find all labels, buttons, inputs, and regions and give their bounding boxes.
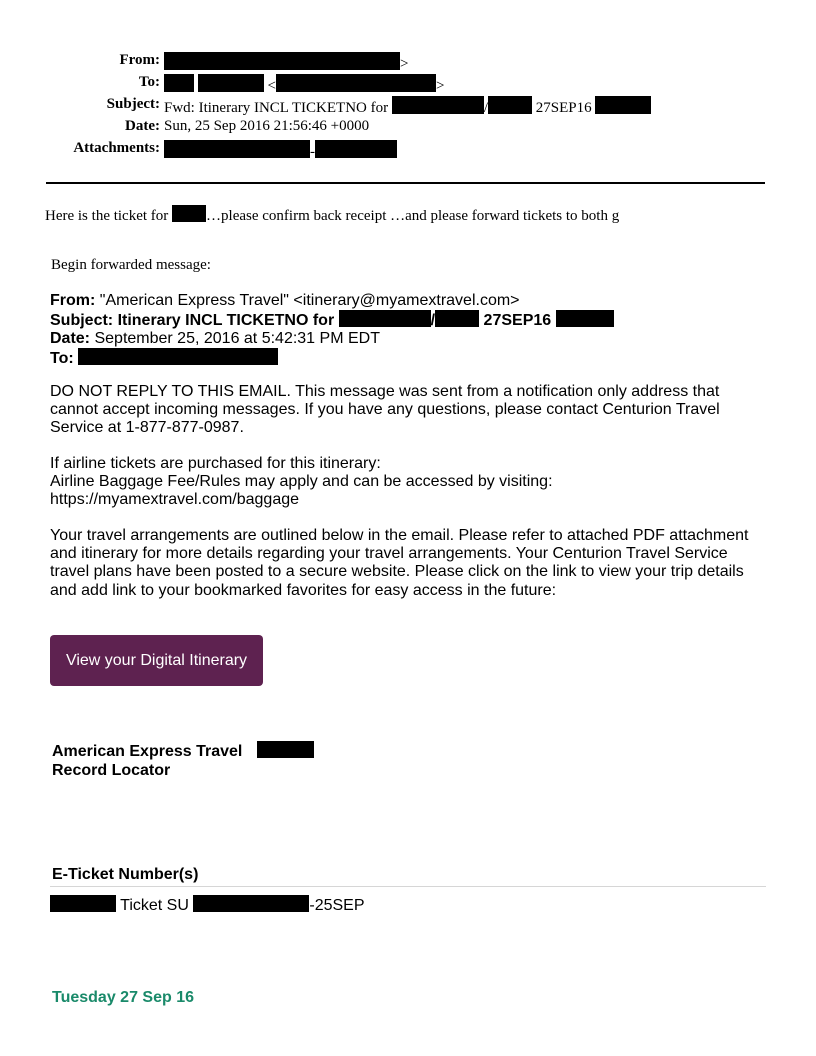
redaction-block — [556, 310, 614, 327]
attachments-value[interactable] — [164, 140, 397, 161]
header-date-row — [0, 118, 816, 140]
fwd-from-value: "American Express Travel" <itinerary@myamextravel.com> — [99, 292, 520, 309]
fwd-subject-row — [50, 310, 770, 330]
redaction-block — [172, 205, 206, 222]
no-reply-paragraph: DO NOT REPLY TO THIS EMAIL. This message was sent from a notification only address that cannot accept incoming messages. If you have any questions, please contact Centurion Travel Service at 1-877-877-0987. — [50, 383, 720, 437]
redaction-block — [193, 895, 309, 912]
redaction-block — [164, 74, 194, 92]
subject-slash: / — [483, 100, 489, 116]
itinerary-day-date: Tuesday 27 Sep 16 — [52, 989, 194, 1006]
redaction-block — [595, 96, 651, 114]
arrangements-paragraph: Your travel arrangements are outlined below in the email. Please refer to attached PDF attachment and itinerary for more details regarding your travel arrangements. Your Centurion Travel Service travel plans have been posted to a secure website. Please click on the link to view your trip details and add link to your bookmarked favorites for easy access in the future: — [50, 527, 749, 599]
baggage-link[interactable]: https://myamextravel.com/baggage — [50, 491, 300, 509]
subject-date: 27SEP16 — [535, 100, 592, 116]
record-locator-line-1 — [52, 741, 314, 761]
fwd-subject-label: Subject: Itinerary INCL TICKETNO for — [50, 312, 335, 329]
record-locator-company: American Express Travel — [52, 743, 243, 760]
record-locator — [52, 741, 314, 780]
forwarded-header — [50, 292, 770, 368]
fwd-subject-date: 27SEP16 — [483, 312, 552, 329]
redaction-block — [315, 140, 397, 158]
baggage-line-2: Airline Baggage Fee/Rules may apply and can be accessed by visiting: — [50, 473, 553, 491]
fwd-date-label: Date: — [50, 330, 91, 347]
redaction-block — [488, 96, 532, 114]
subject-value — [164, 96, 651, 117]
attachments-label: Attachments: — [73, 140, 160, 156]
subject-label: Subject: — [106, 96, 160, 112]
fwd-to-row — [50, 348, 770, 368]
intro-after: …please confirm back receipt …and please forward tickets to both g — [206, 208, 620, 224]
fwd-from-row — [50, 292, 770, 310]
from-suffix: > — [400, 56, 409, 72]
eticket-heading: E-Ticket Number(s) — [52, 866, 199, 883]
baggage-paragraph — [50, 455, 770, 510]
header-subject-row — [0, 96, 816, 118]
subject-prefix: Fwd: Itinerary INCL TICKETNO for — [164, 100, 389, 116]
redaction-block — [78, 348, 278, 365]
redaction-block — [164, 52, 400, 70]
date-value: Sun, 25 Sep 2016 21:56:46 +0000 — [164, 118, 370, 134]
attachments-sep: - — [310, 144, 315, 160]
view-digital-itinerary-button[interactable]: View your Digital Itinerary — [50, 635, 263, 686]
redaction-block — [392, 96, 484, 114]
record-locator-line-2: Record Locator — [52, 762, 171, 779]
fwd-subject-slash: / — [430, 312, 436, 329]
redaction-block — [339, 310, 431, 327]
redaction-block — [257, 741, 314, 758]
email-header — [0, 52, 816, 162]
redaction-block — [276, 74, 436, 92]
ticket-suffix: -25SEP — [309, 897, 365, 914]
from-value — [164, 52, 408, 73]
fwd-date-row — [50, 330, 770, 348]
baggage-line-1: If airline tickets are purchased for this itinerary: — [50, 455, 381, 472]
header-attachments-row — [0, 140, 816, 162]
begin-forwarded-label: Begin forwarded message: — [51, 257, 211, 273]
redaction-block — [435, 310, 479, 327]
redaction-block — [50, 895, 116, 912]
eticket-row — [50, 895, 365, 915]
fwd-from-label: From: — [50, 292, 96, 309]
ticket-label: Ticket SU — [120, 897, 189, 914]
date-label: Date: — [125, 118, 160, 134]
eticket-divider — [50, 886, 766, 887]
from-label: From: — [119, 52, 160, 68]
to-open: < — [267, 78, 276, 94]
to-label: To: — [138, 74, 160, 90]
header-divider — [46, 182, 765, 184]
header-from-row — [0, 52, 816, 74]
header-to-row — [0, 74, 816, 96]
intro-before: Here is the ticket for — [45, 208, 169, 224]
fwd-to-label: To: — [50, 350, 74, 367]
intro-message — [45, 205, 619, 225]
to-close: > — [435, 78, 445, 94]
redaction-block — [164, 140, 310, 158]
fwd-date-value: September 25, 2016 at 5:42:31 PM EDT — [94, 330, 380, 347]
redaction-block — [198, 74, 264, 92]
to-value — [164, 74, 444, 95]
